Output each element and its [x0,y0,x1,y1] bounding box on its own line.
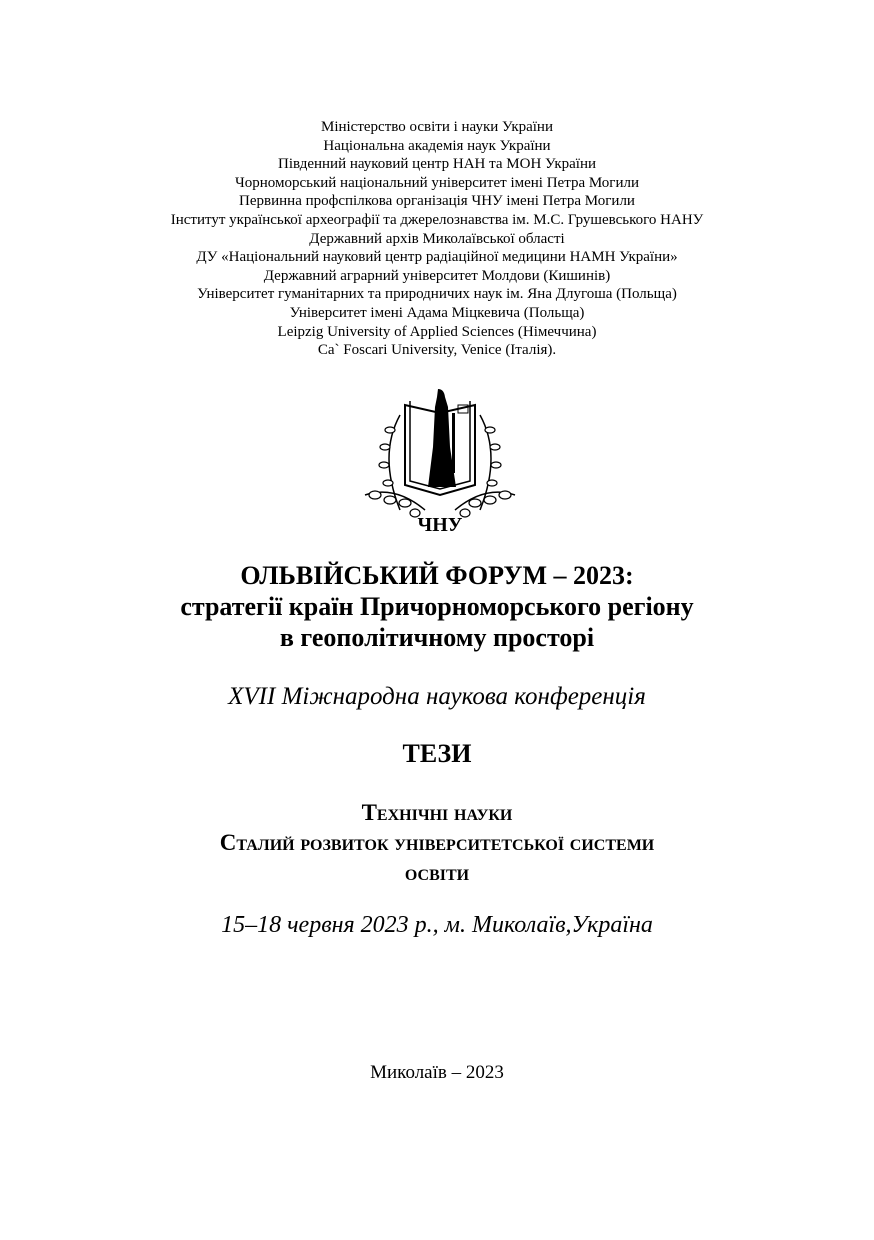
organizers-list [0,118,874,360]
svg-text:ЧНУ: ЧНУ [417,514,463,535]
organizer: Державний аграрний університет Молдови (Кишинів) [263,267,611,284]
organizer: Інститут української археографії та джерелознавства ім. М.С. Грушевського НАНУ [170,211,704,228]
section-line-3: освіти [404,860,470,885]
title-line-2: стратегії країн Причорноморського регіону [180,592,694,621]
organizer: Первинна профспілкова організація ЧНУ імені Петра Могили [239,193,635,210]
section-heading [0,798,874,888]
conference-title [0,560,874,653]
thesis-heading: ТЕЗИ [402,739,472,768]
title-line-3: в геополітичному просторі [279,623,595,652]
organizer: ДУ «Національний науковий центр радіаційної медицини НАМН України» [196,249,678,266]
organizer: Ca` Foscari University, Venice (Італія). [317,342,557,359]
organizer: Університет імені Адама Міцкевича (Польща) [289,304,585,321]
organizer: Чорноморський національний університет імені Петра Могили [234,174,640,191]
organizer: Університет гуманітарних та природничих наук ім. Яна Длугоша (Польща) [197,286,677,303]
organizer: Міністерство освіти і науки України [320,119,553,135]
conference-subtitle: XVII Міжнародна наукова конференція [228,683,646,710]
organizer: Національна академія наук України [323,137,551,154]
university-logo [360,385,520,535]
publication-place: Миколаїв – 2023 [370,1062,504,1083]
organizer: Південний науковий центр НАН та МОН України [277,156,596,173]
title-line-1: ОЛЬВІЙСЬКИЙ ФОРУМ – 2023: [240,561,634,590]
section-line-2: Сталий розвиток університетської системи [219,830,655,855]
section-line-1: Технічні науки [361,800,513,825]
organizer: Leipzig University of Applied Sciences (Німеччина) [277,323,597,340]
date-and-location: 15–18 червня 2023 р., м. Миколаїв,Україна [221,912,653,938]
organizer: Державний архів Миколаївської області [309,230,565,247]
